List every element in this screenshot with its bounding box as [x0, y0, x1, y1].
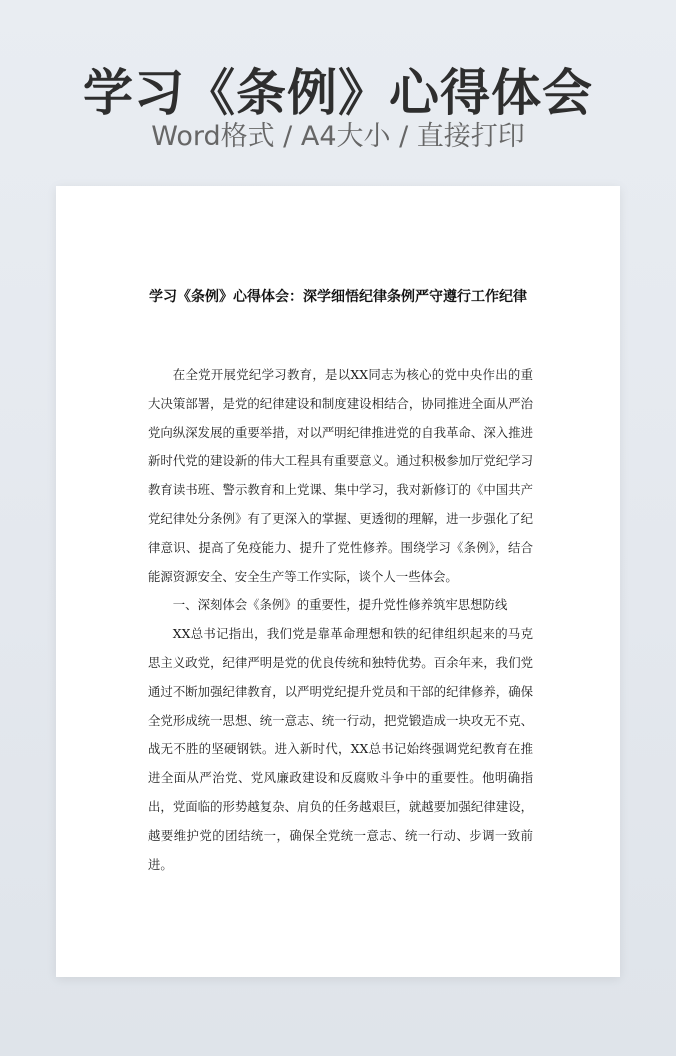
banner-title: 学习《条例》心得体会 [83, 64, 593, 122]
document-title: 学习《条例》心得体会：深学细悟纪律条例严守遵行工作纪律 [149, 289, 527, 305]
section-heading-1: 一、深刻体会《条例》的重要性，提升党性修养筑牢思想防线 [172, 597, 508, 613]
document-page [56, 186, 620, 977]
banner-subtitle: Word格式 / A4大小 / 直接打印 [151, 121, 525, 152]
document-body [148, 361, 533, 879]
paragraph-section-1: XX总书记指出，我们党是靠革命理想和铁的纪律组织起来的马克思主义政党，纪律严明是党的优良传统和独特优势。百余年来，我们党通过不断加强纪律教育，以严明党纪提升党员和干部的纪律修养，确保全党形成统一思想、统一意志、统一行动，把党锻造成一块攻无不克、战无不胜的坚硬钢铁。进入新时代，XX总书记始终强调党纪教育在推进全面从严治党、党风廉政建设和反腐败斗争中的重要性。他明确指出，党面临的形势越复杂、肩负的任务越艰巨，就越要加强纪律建设，越要维护党的团结统一，确保全党统一意志、统一行动、步调一致前进。 [148, 626, 533, 872]
paragraph-intro: 在全党开展党纪学习教育，是以XX同志为核心的党中央作出的重大决策部署，是党的纪律建设和制度建设相结合，协同推进全面从严治党向纵深发展的重要举措，对以严明纪律推进党的自我革命、深入推进新时代党的建设新的伟大工程具有重要意义。通过积极参加厅党纪学习教育读书班、警示教育和上党课、集中学习，我对新修订的《中国共产党纪律处分条例》有了更深入的掌握、更透彻的理解，进一步强化了纪律意识、提高了免疫能力、提升了党性修养。围绕学习《条例》，结合能源资源安全、安全生产等工作实际，谈个人一些体会。 [148, 367, 533, 584]
